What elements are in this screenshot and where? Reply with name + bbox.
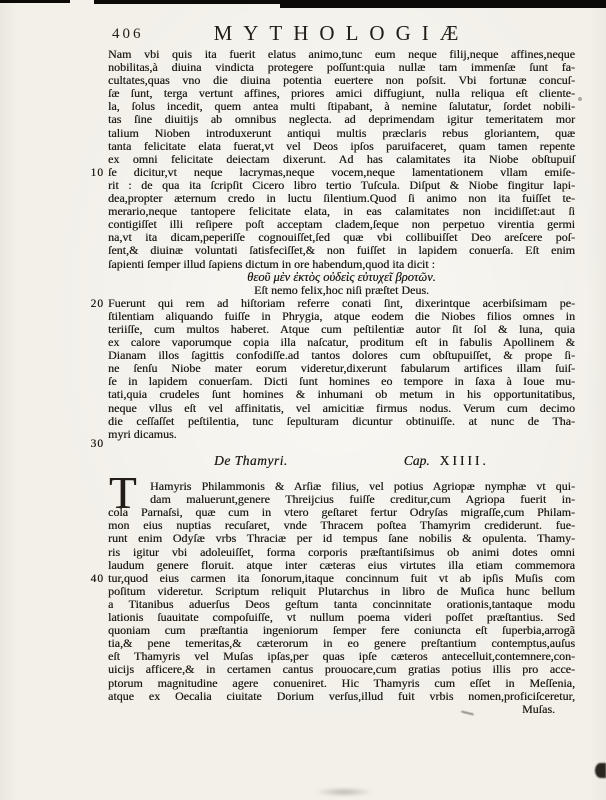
text-line: dea,propter æternum credo in luctu ſilentium.Quod ſi animo non ita fuiſſet te- [108, 191, 575, 206]
line-number-40: 40 [90, 572, 104, 585]
text-line: teriiſſe, cum multos haberet. Atque cum peſtilentiæ autor ſit ſol & luna, quia [108, 321, 575, 336]
text-line: Nam vbi quis ita fuerit elatus animo,tunc eum neque filij,neque affines,neque [108, 47, 575, 61]
text-line: poſitum videretur. Scriptum reliquit Plutarchus in libro de Muſica hunc bellum [108, 583, 575, 598]
text-line: tanta felicitate elata fuerat,vt vel Deos ipſos paruifaceret, quam tamen repente [108, 138, 575, 153]
line-number-10: 10 [90, 166, 104, 179]
text-line: ſe dicitur,vt neque lacrymas,neque vocem,neque lamentationem vllam emiſe- 10 [108, 166, 575, 179]
chapter-number: XIIII. [439, 452, 489, 468]
text-line: ſe in lapidem conuerſam. Dicti ſunt homines eo tempore in ſaxa à Ioue mu- [108, 374, 575, 389]
drop-cap: T [109, 468, 137, 518]
text-line: lationis ſuauitate compoſuiſſe, vt nullum poema videri poſſet præſtantius. Sed [108, 610, 575, 625]
text-line: tia,& pene temeritas,& cæterorum in eo genere preſtantium contemptus,auſus [108, 636, 575, 651]
text-line: dam maluerunt,genere Threijcius fuiſſe creditur,cum Agriopa fuerit in- [150, 492, 575, 507]
text-line: la, ſolus incedit, quem antea multi ſtipabant, à nemine ſalutatur, ſordet nobili- [108, 99, 575, 114]
scan-mark-right-edge [595, 763, 606, 778]
line-number-20: 20 [90, 297, 104, 310]
greek-quote: θεοῦ μὲν ἐκτὸς οὐδεὶς εὐτυχεῖ βροτῶν. [247, 269, 436, 284]
text-line: contigiſſet illi reſipere poſt acceptam cladem,ſeque non perpetuo virentia germi [108, 217, 575, 232]
text-line: eſt Thamyris vel Muſas ipſas,per quas ipſe cæteros antecelluit,contemnere,con- [108, 649, 575, 664]
scan-edge-top-right [280, 0, 606, 8]
text-line: neque vllus eſt vel affinitatis, vel amicitiæ firmus nodus. Verum cum decimo [108, 400, 575, 415]
text-line: ex omni felicitate deiectam dixerunt. Ad has calamitates ita Niobe obſtupuiſ [108, 151, 575, 166]
text-line: runt enim Odyſæ vrbs Thraciæ per id tempus ſane nobilis & opulenta. Thamy- [108, 531, 575, 546]
text-line: ſapienti ſemper illud ſapiens dictum in ore habendum,quod ita dicit : [108, 256, 435, 271]
text-line: Fuerunt qui rem ad hiſtoriam referre conati ſint, dixerintque acerbiſsimam pe- 20 [108, 297, 575, 310]
catchword: Muſas. [522, 701, 555, 716]
chapter-title: De Thamyri. [214, 452, 288, 468]
text-line: ne ſenſu Niobe mater eorum videretur,dixerunt fabularum artifices illam ſuiſ- [108, 361, 575, 376]
text-line: cola Parnaſsi, quæ cum in vtero geſtaret fertur Odryſas migraſſe,cum Philam- [108, 505, 575, 520]
text-line: laudum genere floruit. atque inter cæteras eius virtutes illa etiam commemora [108, 557, 575, 572]
scan-edge-top-middle [94, 0, 284, 4]
text-line: tati,quia crudeles ſunt homines & inhumani ob metum in his opportunitatibus, [108, 387, 575, 402]
running-title: MYTHOLOGIÆ [213, 21, 470, 45]
text-line: mon eius nuptias recuſaret, vnde Thracem poſtea Thamyrim crediderunt. fue- [108, 518, 575, 533]
scan-smudge-bottom [315, 787, 373, 797]
text-line: Hamyris Philammonis & Arſiæ filius, vel potius Agriopæ nymphæ vt qui- [150, 479, 575, 494]
chapter-cap-label: Cap. [403, 452, 430, 468]
text-block [90, 47, 575, 716]
text-line: ſtilentiam aliquando fuiſſe in Phrygia, atque eodem die Niobes filios omnes in [108, 308, 575, 323]
text-line: myri dicamus. 30 [108, 428, 575, 441]
text-line: cultates,quas vno die diuina potentia euertere non poſsit. Vbi fortunæ concuſ- [108, 73, 575, 88]
text-line: ſent,& diuinæ voluntati ſatisfeciſſet,& non fuiſſet in lapidem conuerſa. Eſt enim [108, 243, 575, 258]
line-number-30: 30 [90, 437, 104, 450]
verse-translation: Eſt nemo felix,hoc niſi præſtet Deus. [254, 282, 429, 297]
text-line: atque ex Oecalia ciuitate Dorium verſus,illud fuit vrbis nomen,proficiſceretur, [108, 688, 575, 703]
text-line: merario,neque tantopere felicitate elata, in eas calamitates non incidiſſet:aut ſi [108, 204, 575, 219]
text-line: na,vt ita dicam,peperiſſe cognouiſſet,ſed quæ vbi collibuiſſet Deo areſcere poſ- [108, 230, 575, 245]
chapter-heading [108, 454, 575, 467]
text-line: uicijs afficere,& in certamen cantus prouocare,cum gratias potius illis pro acce- [108, 662, 575, 677]
text-line: die ceſſaſſet peſtilentia, tunc ſepulturam dicuntur obtinuiſſe. at nunc de Tha- [108, 413, 575, 428]
text-line: ſæ ſunt, terga vertunt affines, priores amici diffugiunt, nulla reliqua eſt cliente- [108, 86, 575, 101]
text-line: rit : de qua ita ſcripſit Cicero libro tertio Tuſcula. Diſput & Niobe fingitur lapi- [108, 177, 575, 192]
text-line: Dianam illos ſagittis confodiſſe.ad tantos dolores cum obſtupuiſſet, & prope ſi- [108, 348, 575, 363]
page-number: 406 [112, 26, 144, 42]
text-line: ptorum magnitudine agere conueniret. Hic Thamyris cum eſſet in Meſſenia, [108, 675, 575, 690]
spacer-line [108, 441, 575, 454]
text-line: quoniam cum præſtantia ingeniorum ſemper fere coniuncta eſt ſuperbia,arrogã [108, 623, 575, 638]
text-line: nobilitas,à diuina vindicta protegere poſſunt:quia nullæ tam immenſæ ſunt fa- [108, 60, 575, 75]
text-line: talium Nioben introduxerunt antiqui multis præclaris rebus gloriantem, quæ [108, 125, 575, 140]
text-line: tur,quod eius carmen ita ſonorum,itaque concinnum fuit vt ab ipſis Muſis com 40 [108, 572, 575, 585]
text-line: tas ſine diuitijs ab omnibus neglecta. ad deprimendam igitur temeritatem mor [108, 112, 575, 127]
scan-speck [578, 97, 582, 101]
text-line: a Titanibus aduerſus Deos geſtum tanta concinnitate orationis,tantaque modu [108, 596, 575, 611]
text-line: ris igitur vbi adoleuiſſet, forma corporis præſtantiſsimus ob animi dotes omni [108, 544, 575, 559]
scan-edge-top-left [0, 0, 70, 3]
text-line: ex calore vaporumque copia illa naſcatur, proditum eſt in fabulis Apollinem & [108, 335, 575, 350]
